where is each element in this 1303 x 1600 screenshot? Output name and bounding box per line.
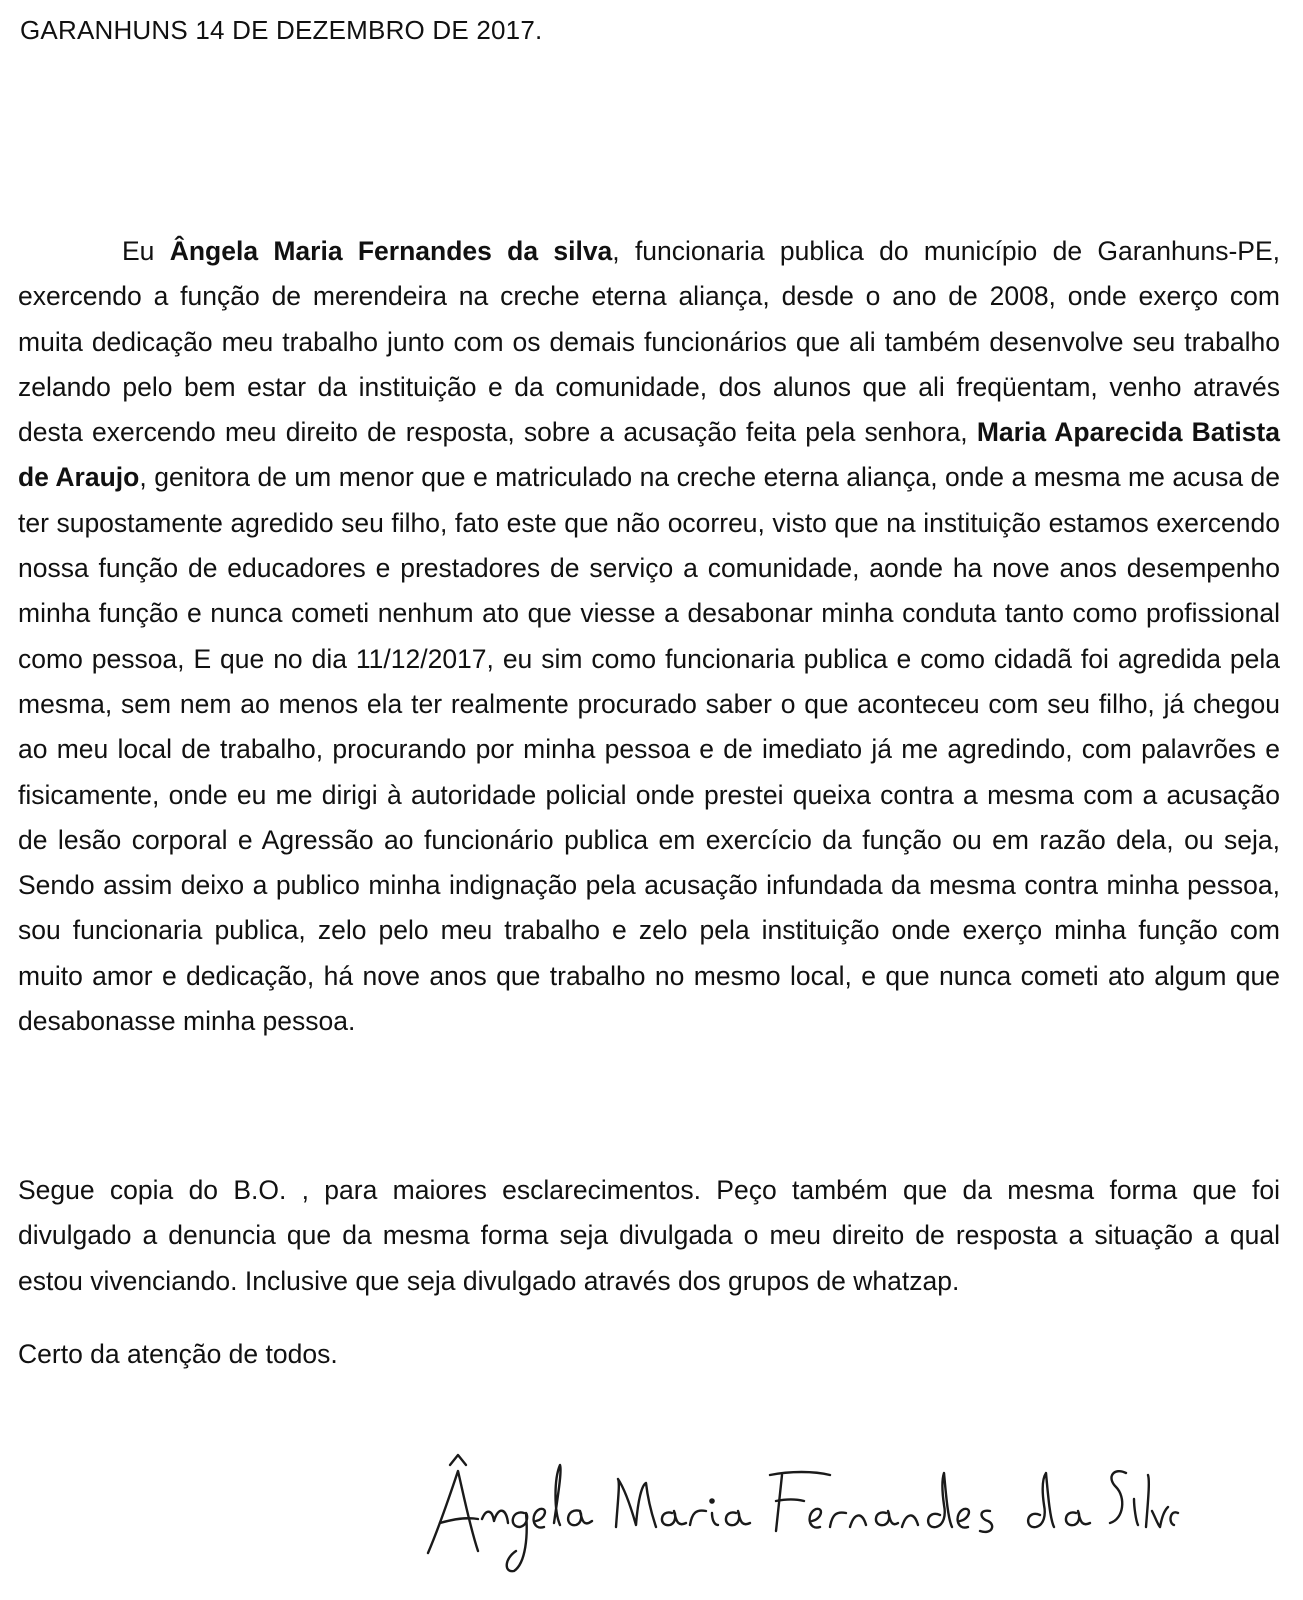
paragraph-response-intro: Eu	[122, 236, 170, 266]
handwritten-signature	[420, 1435, 1180, 1585]
accuser-name: Maria Aparecida Batista de Araujo	[18, 417, 1280, 493]
paragraph-response-body-1: , funcionaria publica do município de Garanhuns-PE, exercendo a função de merendeira na creche eterna aliança, desde o ano de 2008, onde exerço com muita dedicação meu trabalho junto com os demais funcionários que ali também desenvolve seu trabalho zelando pelo bem estar da instituição e da comunidade, dos alunos que ali freqüentam, venho através desta exercendo meu direito de resposta, sobre a acusação feita pela senhora,	[18, 236, 1280, 448]
closing-line: Certo da atenção de todos.	[18, 1339, 338, 1369]
paragraph-response	[18, 229, 1280, 1044]
signature-drawing	[420, 1435, 1180, 1585]
paragraph-request: Segue copia do B.O. , para maiores esclarecimentos. Peço também que da mesma forma que foi divulgado a denuncia que da mesma forma seja divulgada o meu direito de resposta a situação a qual estou vivenciando. Inclusive que seja divulgado através dos grupos de whatzap.	[18, 1175, 1280, 1296]
date-line: GARANHUNS 14 DE DEZEMBRO DE 2017.	[20, 15, 543, 45]
author-name: Ângela Maria Fernandes da silva	[169, 236, 613, 266]
paragraph-response-body-2: , genitora de um menor que e matriculado na creche eterna aliança, onde a mesma me acusa de ter supostamente agredido seu filho, fato este que não ocorreu, visto que na instituição estamos exercendo nossa função de educadores e prestadores de serviço a comunidade, aonde ha nove anos desempenho minha função e nunca cometi nenhum ato que viesse a desabonar minha conduta tanto como profissional como pessoa, E que no dia 11/12/2017, eu sim como funcionaria publica e como cidadã foi agredida pela mesma, sem nem ao menos ela ter realmente procurado saber o que aconteceu com seu filho, já chegou ao meu local de trabalho, procurando por minha pessoa e de imediato já me agredindo, com palavrões e fisicamente, onde eu me dirigi à autoridade policial onde prestei queixa contra a mesma com a acusação de lesão corporal e Agressão ao funcionário publica em exercício da função ou em razão dela, ou seja, Sendo assim deixo a publico minha indignação pela acusação infundada da mesma contra minha pessoa, sou funcionaria publica, zelo pelo meu trabalho e zelo pela instituição onde exerço minha função com muito amor e dedicação, há nove anos que trabalho no mesmo local, e que nunca cometi ato algum que desabonasse minha pessoa.	[18, 462, 1281, 1037]
